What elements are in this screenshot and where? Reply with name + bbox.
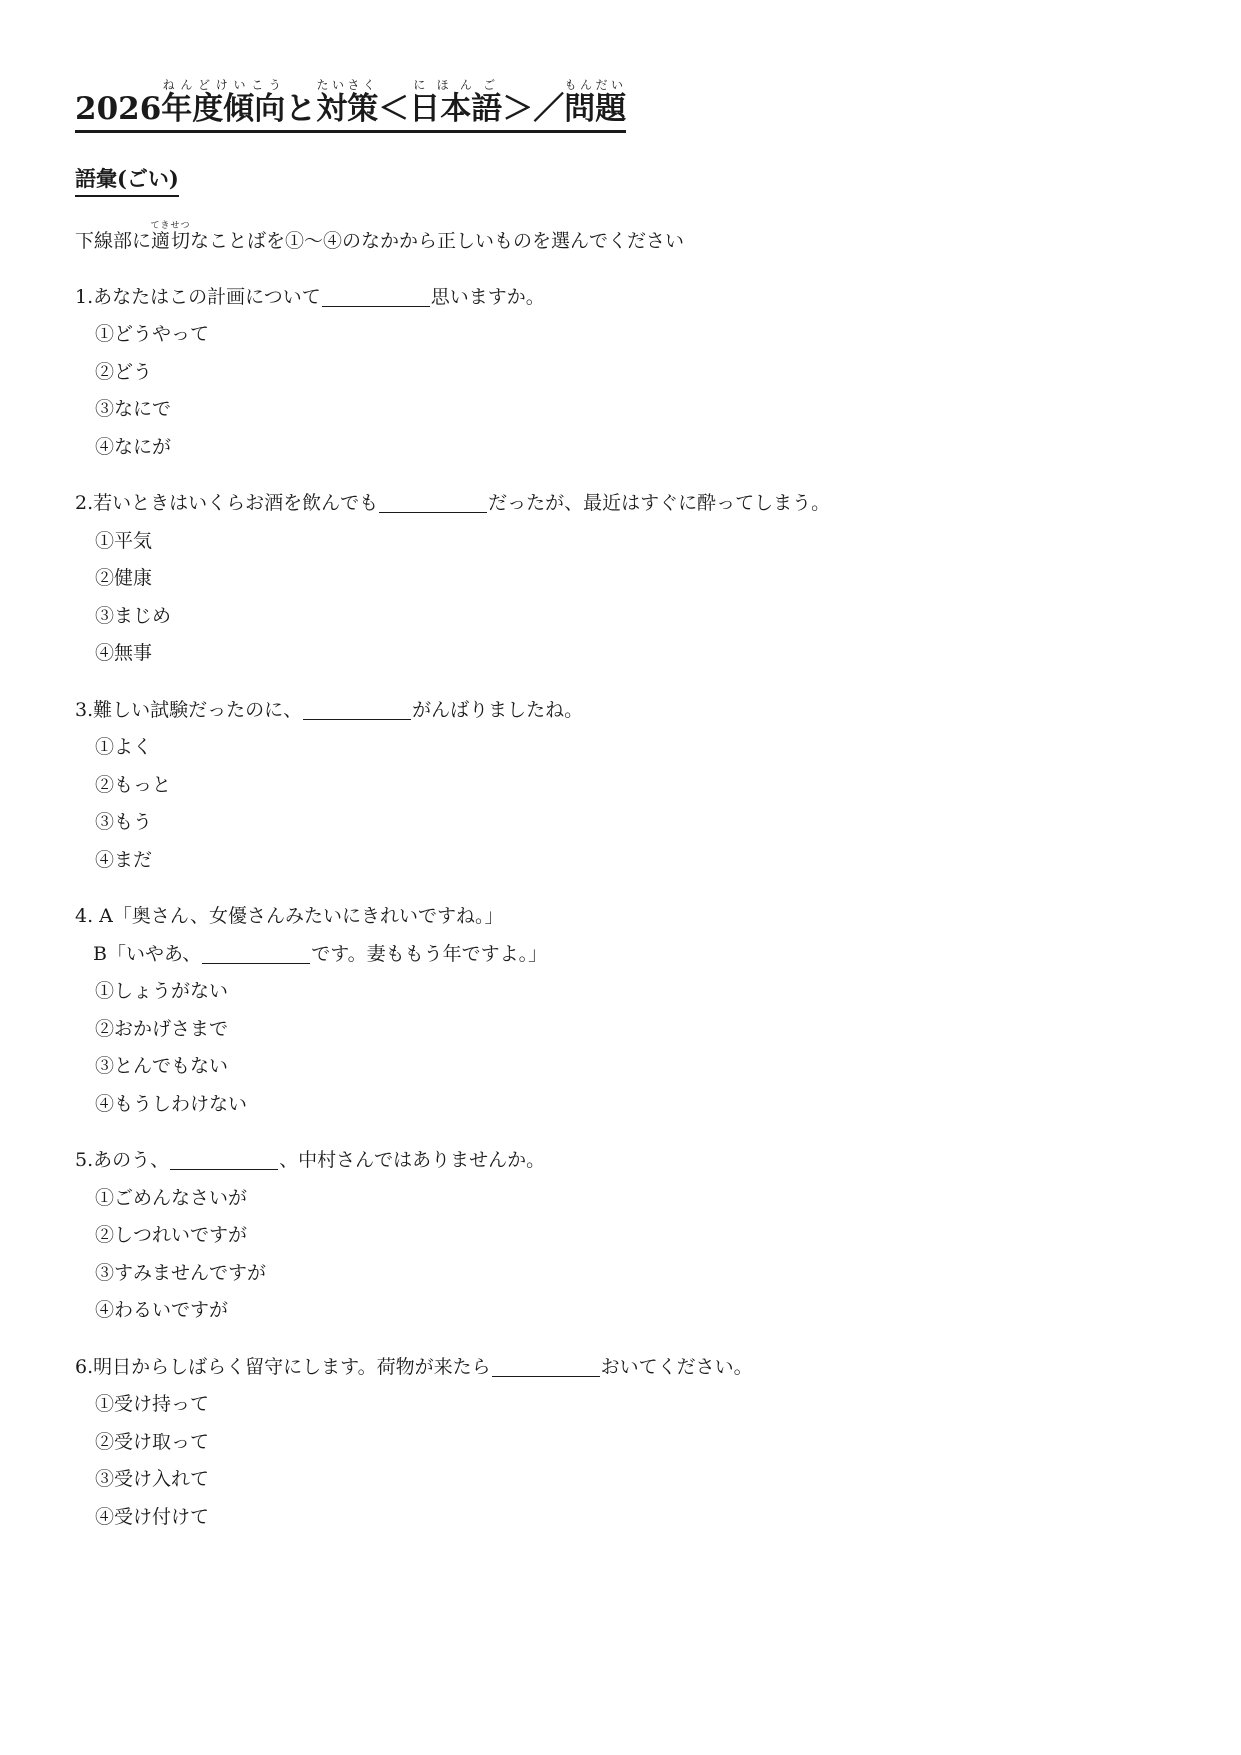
- answer-blank: [322, 282, 430, 307]
- answer-option: ①しょうがない: [95, 980, 229, 1003]
- page-title: [75, 78, 626, 133]
- answer-option: ③なにで: [95, 398, 172, 421]
- question-number: 1.: [75, 285, 94, 308]
- question-text-after: だったが、最近はすぐに酔ってしまう。: [488, 492, 831, 515]
- section-heading: 語彙(ごい): [75, 163, 179, 197]
- question-text: [75, 279, 1165, 317]
- question-text: [75, 936, 1165, 974]
- answer-option: ③まじめ: [95, 604, 172, 627]
- question-text-before: 明日からしばらく留守にします。荷物が来たら: [93, 1355, 491, 1378]
- question-text-after: おいてください。: [600, 1355, 753, 1378]
- question-text-before: B「いやあ、: [93, 942, 202, 965]
- answer-option: ③すみませんですが: [95, 1261, 267, 1284]
- title-part: ＞／: [502, 91, 565, 127]
- question-text: [75, 1142, 1165, 1180]
- answer-option: ①平気: [95, 529, 153, 552]
- question-text-after: 、中村さんではありませんか。: [279, 1149, 546, 1172]
- answer-option: ③もう: [95, 811, 153, 834]
- question-item: [75, 1349, 1165, 1537]
- answer-option: ①よく: [95, 736, 153, 759]
- question-number: 3.: [75, 698, 94, 721]
- answer-blank: [492, 1352, 600, 1377]
- answer-option: ②受け取って: [95, 1430, 210, 1453]
- title-part: 年度傾向ねんどけいこう: [161, 78, 286, 127]
- question-number: 4.: [75, 905, 94, 928]
- question-list: [75, 279, 1165, 1537]
- question-text-before: あのう、: [93, 1149, 170, 1172]
- answer-option: ①受け持って: [95, 1393, 210, 1416]
- question-number: 2.: [75, 492, 94, 515]
- title-part: と: [285, 91, 317, 127]
- question-text-before: 難しい試験だったのに、: [93, 698, 303, 721]
- question-text-before: A「奥さん、女優さんみたいにきれいですね。」: [93, 905, 504, 928]
- question-text: [75, 898, 1165, 936]
- question-item: [75, 485, 1165, 673]
- document-page: [75, 78, 1165, 1555]
- question-item: [75, 1142, 1165, 1330]
- title-part: 日本語にほんご: [409, 78, 503, 127]
- answer-option: ②しつれいですが: [95, 1224, 248, 1247]
- instruction-ruby: 適切てきせつ: [150, 220, 191, 252]
- title-part: 問題もんだい: [564, 78, 627, 127]
- question-text-before: 若いときはいくらお酒を飲んでも: [93, 492, 379, 515]
- question-text: [75, 1349, 1165, 1387]
- question-number: 6.: [75, 1355, 94, 1378]
- answer-blank: [202, 939, 310, 964]
- answer-option: ③とんでもない: [95, 1055, 229, 1078]
- question-text: [75, 692, 1165, 730]
- answer-option: ④わるいですが: [95, 1299, 229, 1322]
- title-year: 2026: [75, 91, 162, 127]
- answer-option: ①どうやって: [95, 323, 210, 346]
- question-item: [75, 898, 1165, 1123]
- answer-option: ②どう: [95, 360, 153, 383]
- answer-option: ④もうしわけない: [95, 1092, 248, 1115]
- question-text-after: です。妻ももう年ですよ。」: [311, 942, 548, 965]
- question-text-after: 思いますか。: [430, 285, 545, 308]
- answer-option: ②おかげさまで: [95, 1017, 229, 1040]
- question-number: 5.: [75, 1149, 94, 1172]
- answer-option: ②もっと: [95, 773, 172, 796]
- answer-blank: [170, 1145, 278, 1170]
- answer-blank: [379, 488, 487, 513]
- title-part: ＜: [378, 91, 410, 127]
- question-item: [75, 692, 1165, 880]
- answer-option: ③受け入れて: [95, 1468, 210, 1491]
- answer-option: ④まだ: [95, 848, 153, 871]
- answer-blank: [303, 695, 411, 720]
- answer-option: ②健康: [95, 567, 153, 590]
- instruction-text: 下線部に適切てきせつなことばを①～④のなかから正しいものを選んでください: [75, 220, 685, 252]
- question-text-after: がんばりましたね。: [412, 698, 584, 721]
- answer-option: ④無事: [95, 642, 153, 665]
- answer-option: ④受け付けて: [95, 1505, 210, 1528]
- title-part: 対策たいさく: [316, 78, 379, 127]
- question-text: [75, 485, 1165, 523]
- question-text-before: あなたはこの計画について: [93, 285, 321, 308]
- question-item: [75, 279, 1165, 467]
- answer-option: ④なにが: [95, 435, 172, 458]
- answer-option: ①ごめんなさいが: [95, 1186, 248, 1209]
